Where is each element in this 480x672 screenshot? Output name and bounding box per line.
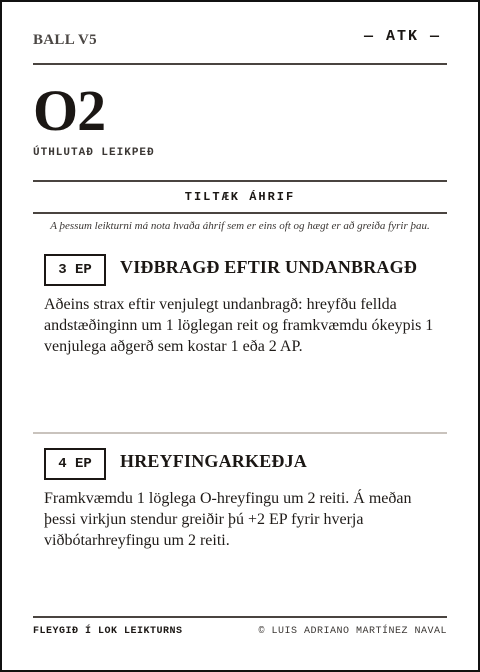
ability-cost-badge: 4 EP [44,448,106,480]
copyright-notice: © LUIS ADRIANO MARTÍNEZ NAVAL [258,626,447,637]
ability-cost-badge: 3 EP [44,254,106,286]
ability-divider [33,432,447,434]
atk-tag: — ATK — [363,28,441,45]
discard-instruction: FLEYGIÐ Í LOK LEIKTURNS [33,626,183,637]
ability-description: Aðeins strax eftir venjulegt undanbragð: hreyfðu fellda andstæðinginn um 1 löglegan reit og framkvæmdu ókeypis 1 venjulega aðgerð sem kostar 1 eða 2 AP. [44,296,434,355]
card-subtitle: ÚTHLUTAÐ LEIKPEÐ [33,147,155,159]
ability-title: VIÐBRAGÐ EFTIR UNDANBRAGÐ [120,257,418,277]
section-header [33,180,447,214]
section-note: A þessum leikturni má nota hvaða áhrif sem er eins oft og hægt er að greiða fyrir þau. [50,220,430,232]
section-title: TILTÆK ÁHRIF [184,190,296,204]
ability-description: Framkvæmdu 1 löglega O-hreyfingu um 2 reiti. Á meðan þessi virkjun stendur greiðir þú +2 EP fyrir hverja viðbótarhreyfingu um 2 reiti. [44,490,412,549]
ball-version-label: BALL V5 [33,32,97,48]
card-footer [33,616,447,644]
card-code: O2 [33,78,106,143]
card-header [33,2,447,65]
ability-title: HREYFINGARKEÐJA [120,451,308,471]
